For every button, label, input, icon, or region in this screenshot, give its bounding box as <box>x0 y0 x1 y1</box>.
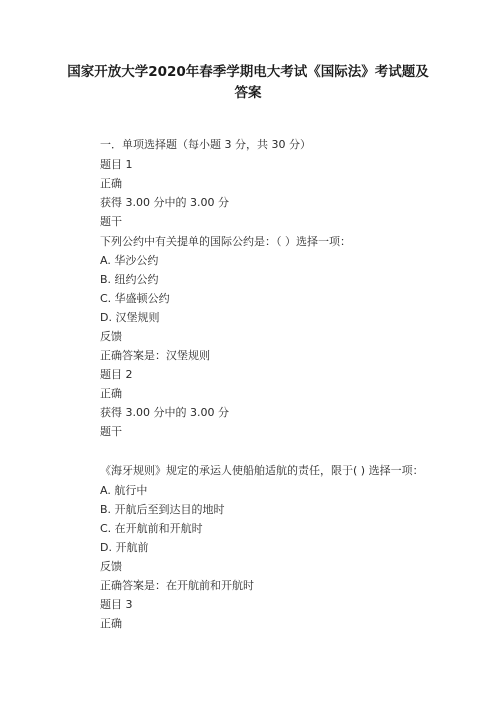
document-title <box>60 62 436 104</box>
title-line-1: 国家开放大学2020年春季学期电大考试《国际法》考试题及 <box>67 64 429 80</box>
q3-status: 正确 <box>100 617 122 630</box>
q3-label: 题目 3 <box>100 598 133 611</box>
q2-label: 题目 2 <box>100 368 133 381</box>
q2-score: 获得 3.00 分中的 3.00 分 <box>100 406 229 419</box>
q1-option-c: C. 华盛顿公约 <box>100 292 170 305</box>
q2-feedback-label: 反馈 <box>100 560 122 573</box>
q2-stem: 《海牙规则》规定的承运人使船舶适航的责任，限于( ) 选择一项： <box>100 464 424 477</box>
q1-option-b: B. 纽约公约 <box>100 273 159 286</box>
q2-answer: 正确答案是：在开航前和开航时 <box>100 579 254 592</box>
section-heading: 一．单项选择题（每小题 3 分，共 30 分） <box>100 138 311 151</box>
q2-stem-label: 题干 <box>100 425 122 438</box>
q1-option-a: A. 华沙公约 <box>100 254 159 267</box>
q2-option-a: A. 航行中 <box>100 484 148 497</box>
title-line-2: 答案 <box>234 85 262 101</box>
q2-option-d: D. 开航前 <box>100 541 149 554</box>
q1-option-d: D. 汉堡规则 <box>100 311 160 324</box>
q1-label: 题目 1 <box>100 158 133 171</box>
q1-answer: 正确答案是：汉堡规则 <box>100 349 210 362</box>
q1-stem-label: 题干 <box>100 215 122 228</box>
q2-status: 正确 <box>100 387 122 400</box>
q1-feedback-label: 反馈 <box>100 330 122 343</box>
q1-status: 正确 <box>100 177 122 190</box>
q2-option-c: C. 在开航前和开航时 <box>100 522 203 535</box>
q1-stem: 下列公约中有关提单的国际公约是：（ ）选择一项： <box>100 235 351 248</box>
q1-score: 获得 3.00 分中的 3.00 分 <box>100 196 229 209</box>
q2-option-b: B. 开航后至到达目的地时 <box>100 503 225 516</box>
